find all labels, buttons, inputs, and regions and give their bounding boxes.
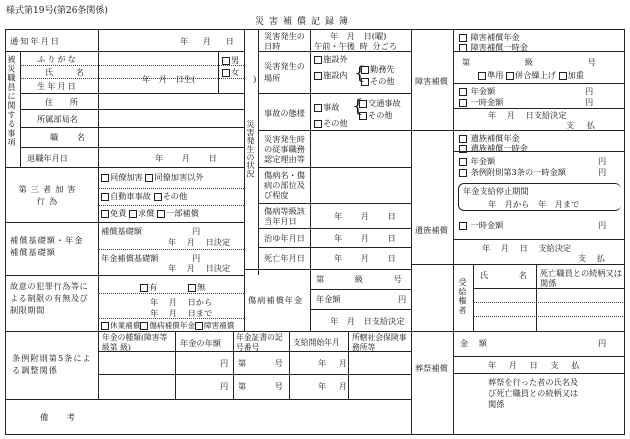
crime-until[interactable]: 年 月 日まで	[150, 308, 213, 318]
checkbox-box[interactable]	[459, 135, 467, 143]
acc-opt2: 交通事故	[368, 98, 401, 108]
checkbox-box[interactable]	[459, 34, 467, 42]
furigana-label: ふりがな	[37, 54, 78, 64]
dis-opts[interactable]	[478, 70, 584, 80]
checkbox-female[interactable]	[222, 67, 239, 77]
checkbox-box[interactable]	[314, 72, 322, 80]
adj-yen-1: 円	[220, 358, 229, 368]
ber-yen-1: 円	[598, 156, 607, 166]
crime-types[interactable]	[101, 321, 234, 331]
death-label: 死亡年月日	[264, 253, 305, 263]
checkbox-box[interactable]	[222, 69, 230, 77]
cure-label: 治ゆ年月日	[264, 233, 305, 243]
ber-lump-supp: 条例附則第3条の一時金額	[470, 167, 566, 177]
crime-no[interactable]	[188, 282, 205, 292]
place-opt4-row[interactable]	[361, 76, 395, 86]
checkbox-box[interactable]	[101, 174, 109, 182]
funeral-label: 葬祭補償	[415, 363, 448, 373]
status-label: 災害発生の状況	[246, 120, 256, 178]
injury-opt: 傷病補償年金	[149, 321, 195, 330]
checkbox-box[interactable]	[478, 72, 486, 80]
birth-close: )	[253, 74, 257, 84]
acc-opt1: 事故	[323, 102, 340, 112]
tp-row2[interactable]	[101, 191, 187, 201]
ber-lump: 遺族補償一時金	[470, 143, 528, 153]
checkbox-box[interactable]	[506, 72, 514, 80]
crime-label: 故意の犯罪行為等による制限の有無及び制限期間	[10, 281, 89, 315]
birth-date: 年 月 日生(	[142, 74, 196, 84]
checkbox-box[interactable]	[459, 145, 467, 153]
yes-label: 有	[149, 282, 158, 292]
tp-opt7: 一部補償	[166, 208, 199, 218]
yen-1: 円	[192, 226, 201, 236]
acc-opt4-row[interactable]	[314, 118, 348, 128]
injury-pension-label: 傷病補償年金	[248, 295, 304, 305]
dis-yen-2: 円	[585, 97, 594, 107]
page-title: 災害補償記録簿	[255, 17, 354, 27]
ber-lump-amount: 一時金額	[470, 220, 504, 230]
checkbox-box[interactable]	[359, 112, 367, 120]
dis-lump-row[interactable]	[459, 42, 528, 52]
adjust-label: 条例附則第5条による調整関係	[12, 353, 92, 375]
cure-value[interactable]: 年 月 日	[334, 233, 396, 243]
checkbox-box[interactable]	[459, 44, 467, 52]
ber-pension: 遺族補償年金	[470, 133, 520, 143]
rest-opt: 休業補償	[110, 321, 141, 330]
dis-lump-amount-row[interactable]	[459, 97, 503, 107]
base-comp-label: 補償基礎額	[101, 226, 142, 236]
checkbox-box[interactable]	[459, 158, 467, 166]
adj-cert-2[interactable]: 第 号	[238, 381, 283, 391]
dis-pension: 障害補償年金	[470, 32, 520, 42]
retire-label: 退職年月日	[27, 153, 68, 163]
checkbox-box[interactable]	[314, 104, 322, 112]
third-party-label: 第三者加害行為	[18, 184, 80, 206]
remarks-label: 備 考	[40, 412, 75, 422]
checkbox-box[interactable]	[314, 120, 322, 128]
place-opt1: 施設外	[323, 54, 348, 64]
tp-opt2: 同僚加害以外	[154, 172, 204, 182]
adj-h2: 年金の年額	[180, 338, 221, 348]
crime-yes[interactable]	[140, 282, 157, 292]
adj-cert-1[interactable]: 第 号	[238, 358, 283, 368]
name-label: 氏 名	[45, 67, 84, 77]
fun-person: 葬祭を行った者の氏名及び死亡職員との続柄又は関係	[488, 377, 579, 409]
checkbox-box[interactable]	[459, 99, 467, 107]
place-opt4: その他	[370, 76, 395, 86]
ber-lump-row[interactable]	[459, 143, 528, 153]
adj-ym-1[interactable]: 年 月	[318, 358, 347, 368]
adj-ym-2[interactable]: 年 月	[318, 381, 347, 391]
notice-date-value[interactable]: 年 月 日	[180, 36, 234, 46]
occur-date-value[interactable]: 年 月 日(曜)	[330, 31, 387, 41]
address-label: 住 所	[45, 97, 78, 107]
checkbox-box[interactable]	[361, 78, 369, 86]
disability-label: 障害補償	[415, 76, 448, 86]
tp-opt1: 同僚加害	[110, 172, 143, 182]
retire-value[interactable]: 年 月 日	[155, 153, 217, 163]
checkbox-box[interactable]	[140, 322, 148, 330]
checkbox-box[interactable]	[154, 193, 162, 201]
ber-lump-amount-row[interactable]	[459, 220, 503, 230]
ber-pension-amount-row[interactable]	[459, 156, 495, 166]
dis-yen-1: 円	[585, 86, 594, 96]
tp-opt3: 自動車事故	[110, 191, 151, 201]
checkbox-box[interactable]	[145, 174, 153, 182]
dis-opt1: 準用	[487, 70, 504, 80]
checkbox-box[interactable]	[359, 100, 367, 108]
acc-opt2-row[interactable]	[359, 98, 401, 108]
decision-1[interactable]: 年 月 日決定	[168, 237, 231, 247]
female-label: 女	[231, 67, 240, 77]
dis-pension-amount: 年金額	[470, 86, 496, 96]
dis-lump-amount: 一時金額	[470, 97, 504, 107]
adj-h3: 年金証書の記号番号	[236, 333, 283, 352]
adj-h5: 所轄社会保険事務所等	[352, 333, 407, 352]
no-label: 無	[197, 282, 206, 292]
fun-amount: 金 額	[460, 338, 487, 348]
ber-stop-label: 年金支給停止期間	[463, 186, 529, 196]
crime-from[interactable]: 年 月 日から	[150, 297, 213, 307]
male-label: 男	[231, 55, 240, 65]
ber-pension-row[interactable]	[459, 133, 520, 143]
place-opt3: 勤務先	[370, 64, 395, 74]
dis-pension-amount-row[interactable]	[459, 86, 495, 96]
place-opt2: 施設内	[323, 70, 348, 80]
dis-lump: 障害補償一時金	[470, 42, 528, 52]
acc-opt1-row[interactable]	[314, 102, 339, 112]
ber-yen-2: 円	[598, 167, 607, 177]
ber-decision[interactable]: 年 月 日 支給決定	[482, 243, 572, 253]
grade-value[interactable]: 年 月 日	[334, 211, 396, 221]
form-id: 様式第19号(第26条関係)	[6, 6, 108, 16]
dis-pay: 支 払	[566, 120, 595, 130]
ip-grade[interactable]: 第 級 号	[316, 274, 402, 284]
ip-amount-unit: 円	[398, 294, 407, 304]
ber-pay: 支 払	[578, 253, 605, 263]
ber-yen-3: 円	[598, 220, 607, 230]
fun-yen: 円	[598, 338, 607, 348]
base-amount-label: 補償基礎額・年金補償基礎額	[10, 235, 84, 257]
checkbox-box[interactable]	[188, 284, 196, 292]
dis-pension-row[interactable]	[459, 32, 520, 42]
checkbox-box[interactable]	[559, 72, 567, 80]
accident-type-label: 事故の態様	[264, 108, 305, 118]
checkbox-box[interactable]	[361, 66, 369, 74]
checkbox-box[interactable]	[101, 322, 109, 330]
occur-place-label: 災害発生の場所	[264, 61, 305, 83]
rec-name: 氏 名	[480, 270, 527, 280]
occur-date-label: 災害発生の日時	[264, 31, 305, 51]
disability-opt: 障害補償	[203, 321, 235, 330]
bereaved-label: 遺族補償	[415, 225, 448, 235]
pension-base-label: 年金補償基礎額	[101, 253, 159, 263]
dis-opt3: 加重	[567, 70, 584, 80]
ber-lump-supp-row[interactable]	[459, 167, 566, 177]
acc-opt4: その他	[323, 118, 348, 128]
checkbox-box[interactable]	[195, 322, 203, 330]
brace-2: {	[352, 96, 364, 117]
ber-pension-amount: 年金額	[470, 156, 496, 166]
acc-opt3-row[interactable]	[359, 110, 393, 120]
dis-decision[interactable]: 年 月 日支給決定	[488, 110, 567, 120]
checkbox-box[interactable]	[314, 56, 322, 64]
acc-opt3: その他	[368, 110, 393, 120]
tp-row1[interactable]	[101, 172, 204, 182]
dis-grade[interactable]: 第 級 号	[462, 57, 596, 67]
ber-stop-value[interactable]: 年 月から 年 月まで	[488, 199, 580, 209]
death-value[interactable]: 年 月 日	[334, 253, 396, 263]
checkbox-box[interactable]	[157, 210, 165, 218]
place-opt3-row[interactable]	[361, 64, 395, 74]
checkbox-box[interactable]	[459, 169, 467, 177]
decision-2[interactable]: 年 月 日決定	[168, 263, 231, 273]
tp-row3[interactable]	[101, 208, 199, 218]
tp-opt5: 免責	[110, 208, 127, 218]
adj-h4: 支給開始年月	[293, 338, 340, 347]
checkbox-box[interactable]	[129, 210, 137, 218]
dis-opt2: 併合繰上げ	[515, 70, 556, 80]
post-label: 職 名	[50, 132, 85, 142]
fun-date[interactable]: 年 月 日 支 払	[488, 360, 580, 370]
checkbox-box[interactable]	[140, 284, 148, 292]
adj-yen-2: 円	[220, 381, 229, 391]
checkbox-box[interactable]	[459, 222, 467, 230]
notice-date-label: 通知年月日	[10, 36, 61, 46]
checkbox-box[interactable]	[101, 210, 109, 218]
birth-label: 生年月日	[37, 81, 78, 91]
tp-opt6: 求償	[138, 208, 155, 218]
injury-name-label: 傷病名・傷病の部位及び程度	[264, 170, 305, 200]
checkbox-male[interactable]	[222, 55, 239, 65]
occur-time-value[interactable]: 午前・午後 時 分ごろ	[314, 41, 397, 51]
brace-1: {	[354, 63, 366, 84]
victim-group-label: 被災職員に関する事項	[7, 55, 17, 147]
rec-relation: 死亡職員との続柄又は関係	[540, 268, 622, 288]
grade-label: 傷病等級該当年月日	[264, 206, 305, 226]
place-opt1-row[interactable]	[314, 54, 348, 64]
yen-2: 円	[192, 253, 201, 263]
ip-amount-label: 年金額	[316, 294, 341, 304]
place-opt2-row[interactable]	[314, 70, 348, 80]
birth-value[interactable]	[142, 74, 256, 84]
checkbox-box[interactable]	[222, 57, 230, 65]
tp-opt4: その他	[162, 191, 188, 201]
checkbox-box[interactable]	[101, 193, 109, 201]
ip-decision[interactable]: 年 月 日支給決定	[330, 316, 405, 326]
checkbox-box[interactable]	[459, 88, 467, 96]
department-label: 所属部局名	[37, 114, 78, 124]
adj-h1: 年金の種類(障害等級第 級)	[102, 333, 168, 352]
duty-label: 災害発生時の従事職務認定理由等	[264, 134, 305, 164]
recipient-label: 受給権者	[458, 278, 468, 315]
